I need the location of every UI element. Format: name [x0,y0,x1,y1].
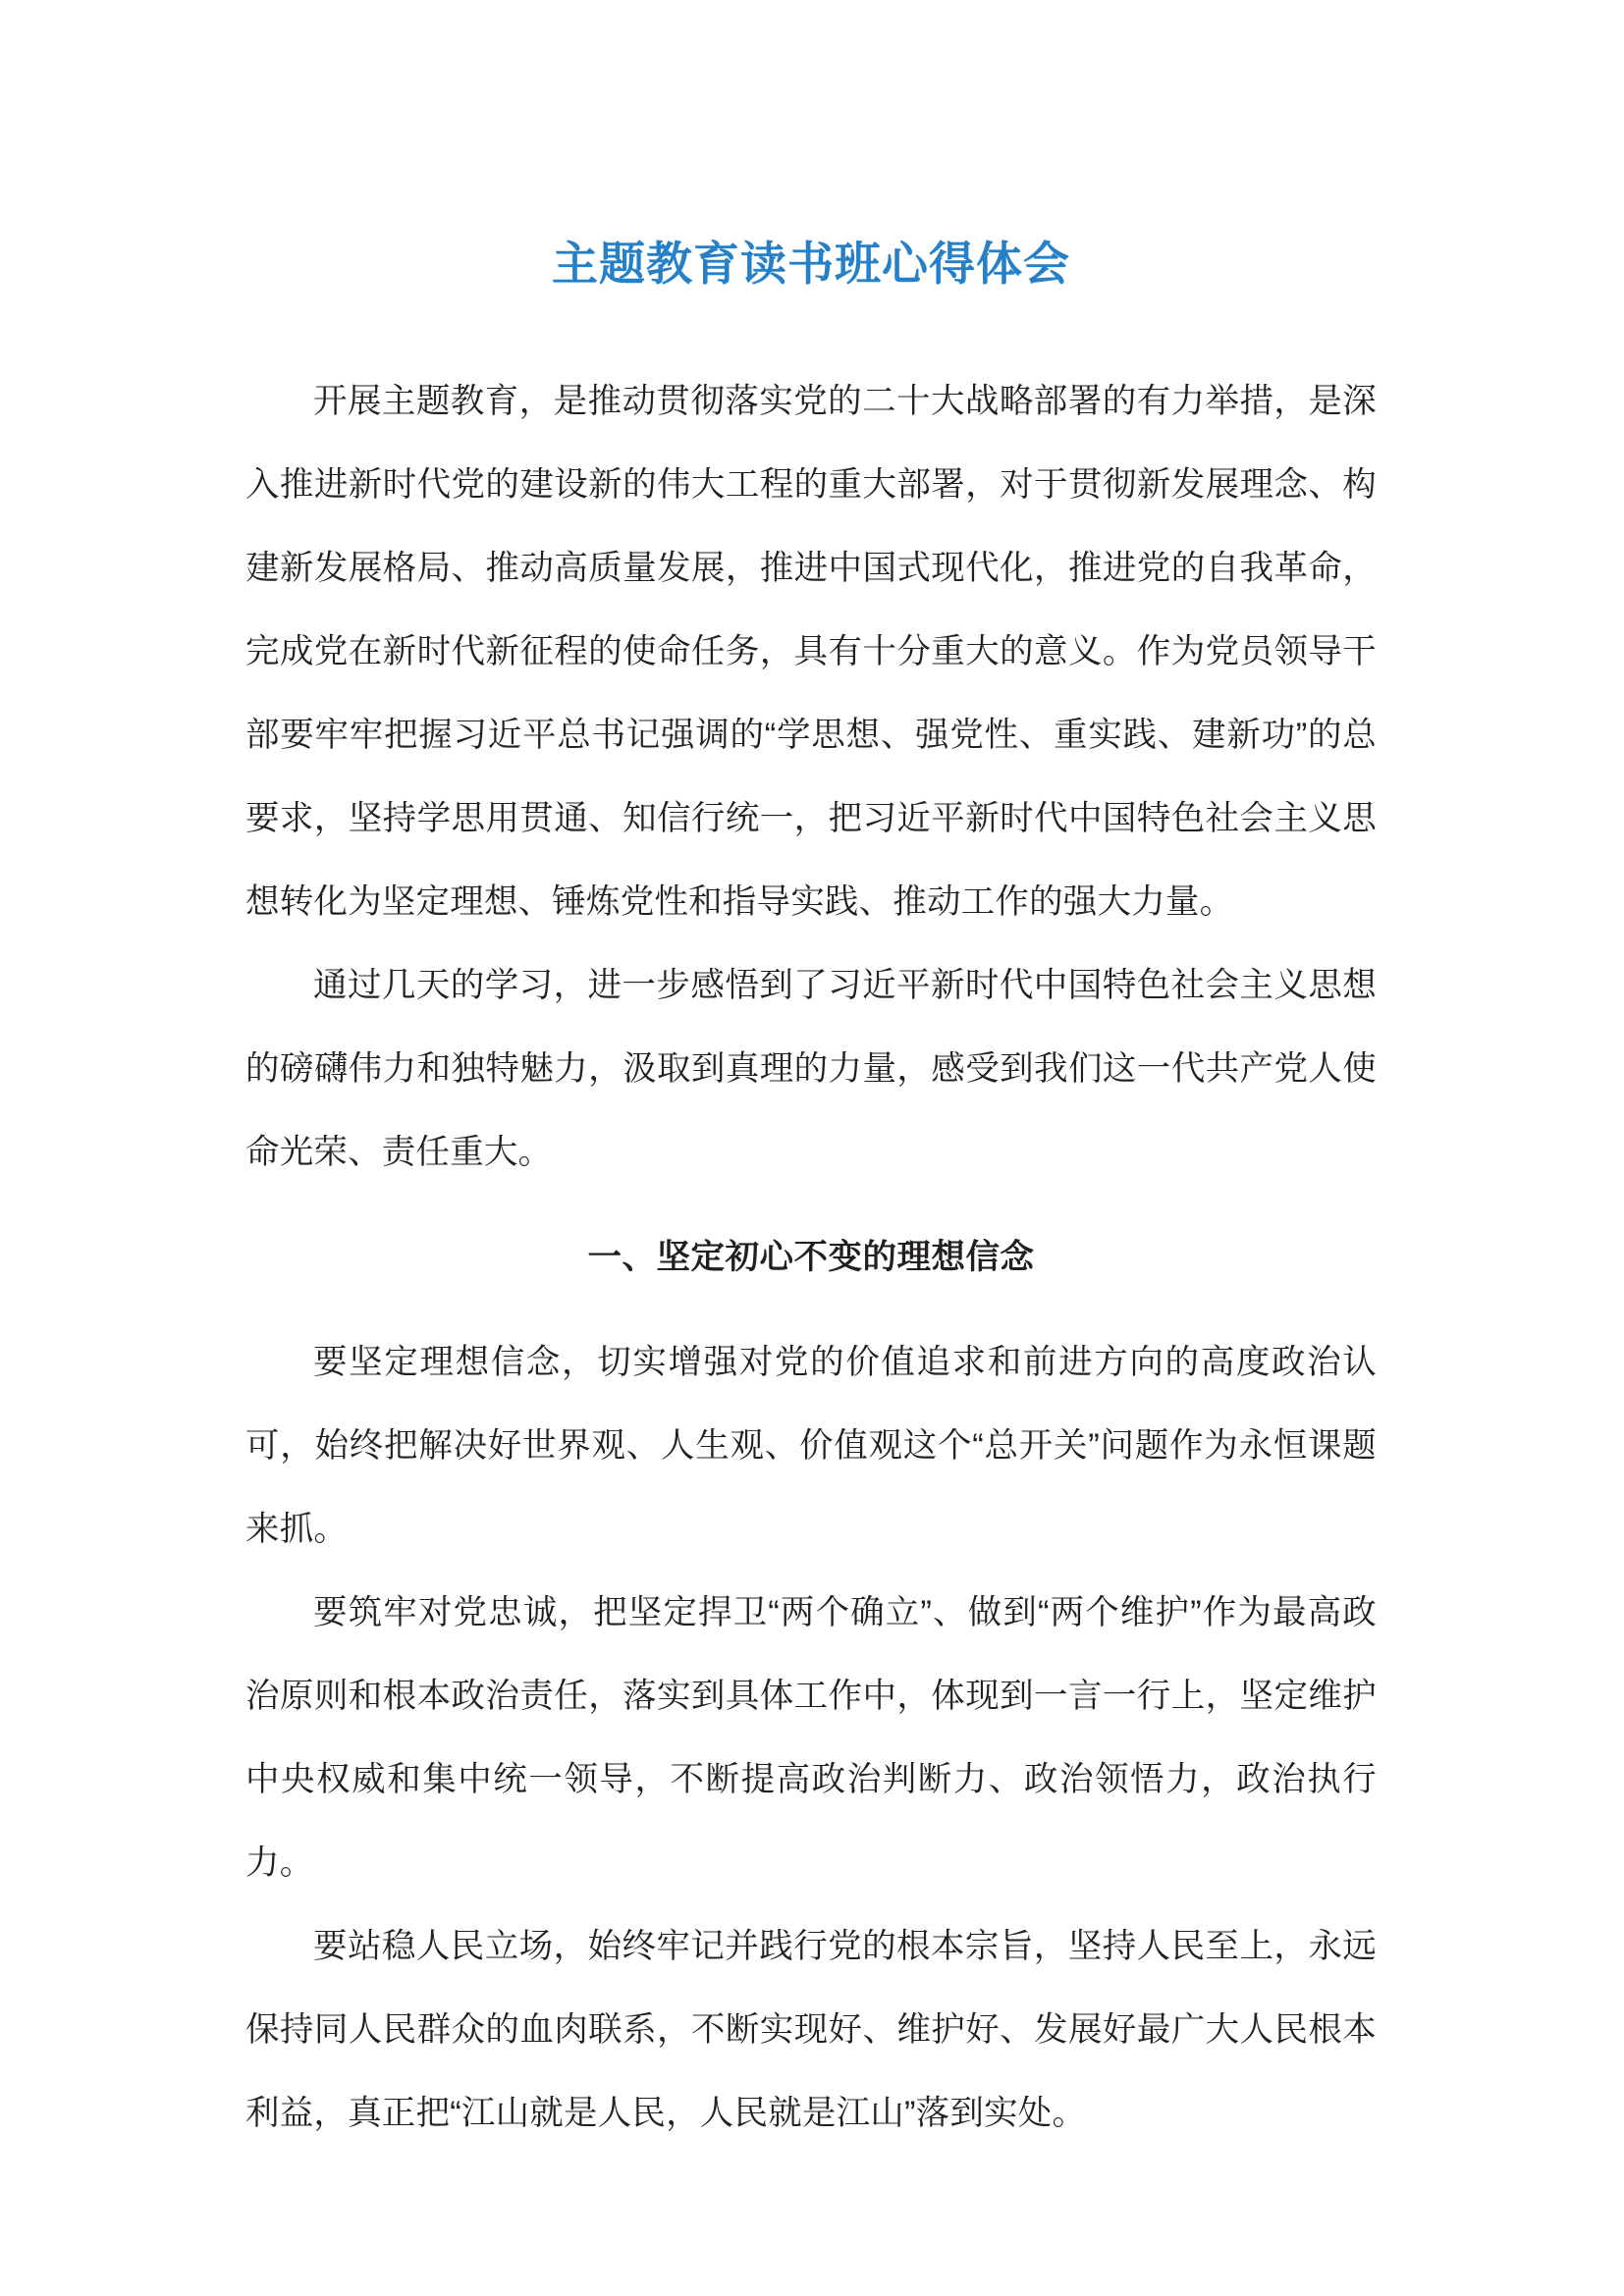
intro-paragraph-2: 通过几天的学习，进一步感悟到了习近平新时代中国特色社会主义思想的磅礴伟力和独特魅力，汲取到真理的力量，感受到我们这一代共产党人使命光荣、责任重大。 [245,966,1377,1171]
section-paragraph-1: 要坚定理想信念，切实增强对党的价值追求和前进方向的高度政治认可，始终把解决好世界观、人生观、价值观这个“总开关”问题作为永恒课题来抓。 [245,1343,1377,1548]
document-content [245,0,1377,2156]
section-paragraph-3: 要站稳人民立场，始终牢记并践行党的根本宗旨，坚持人民至上，永远保持同人民群众的血肉联系，不断实现好、维护好、发展好最广大人民根本利益，真正把“江山就是人民，人民就是江山”落到实处。 [245,1927,1377,2132]
heading-top-spacer [245,1195,1377,1216]
heading-bottom-spacer [245,1300,1377,1321]
section-heading-1: 一、坚定初心不变的理想信念 [587,1238,1035,1276]
intro-paragraph-1: 开展主题教育，是推动贯彻落实党的二十大战略部署的有力举措，是深入推进新时代党的建设新的伟大工程的重大部署，对于贯彻新发展理念、构建新发展格局、推动高质量发展，推进中国式现代化，推进党的自我革命，完成党在新时代新征程的使命任务，具有十分重大的意义。作为党员领导干部要牢牢把握习近平总书记强调的“学思想、强党性、重实践、建新功”的总要求，坚持学思用贯通、知信行统一，把习近平新时代中国特色社会主义思想转化为坚定理想、锤炼党性和指导实践、推动工作的强大力量。 [245,382,1377,921]
document-title: 主题教育读书班心得体会 [552,238,1070,290]
section-paragraph-2: 要筑牢对党忠诚，把坚定捍卫“两个确立”、做到“两个维护”作为最高政治原则和根本政治责任，落实到具体工作中，体现到一言一行上，坚定维护中央权威和集中统一领导，不断提高政治判断力、政治领悟力，政治执行力。 [245,1593,1377,1882]
